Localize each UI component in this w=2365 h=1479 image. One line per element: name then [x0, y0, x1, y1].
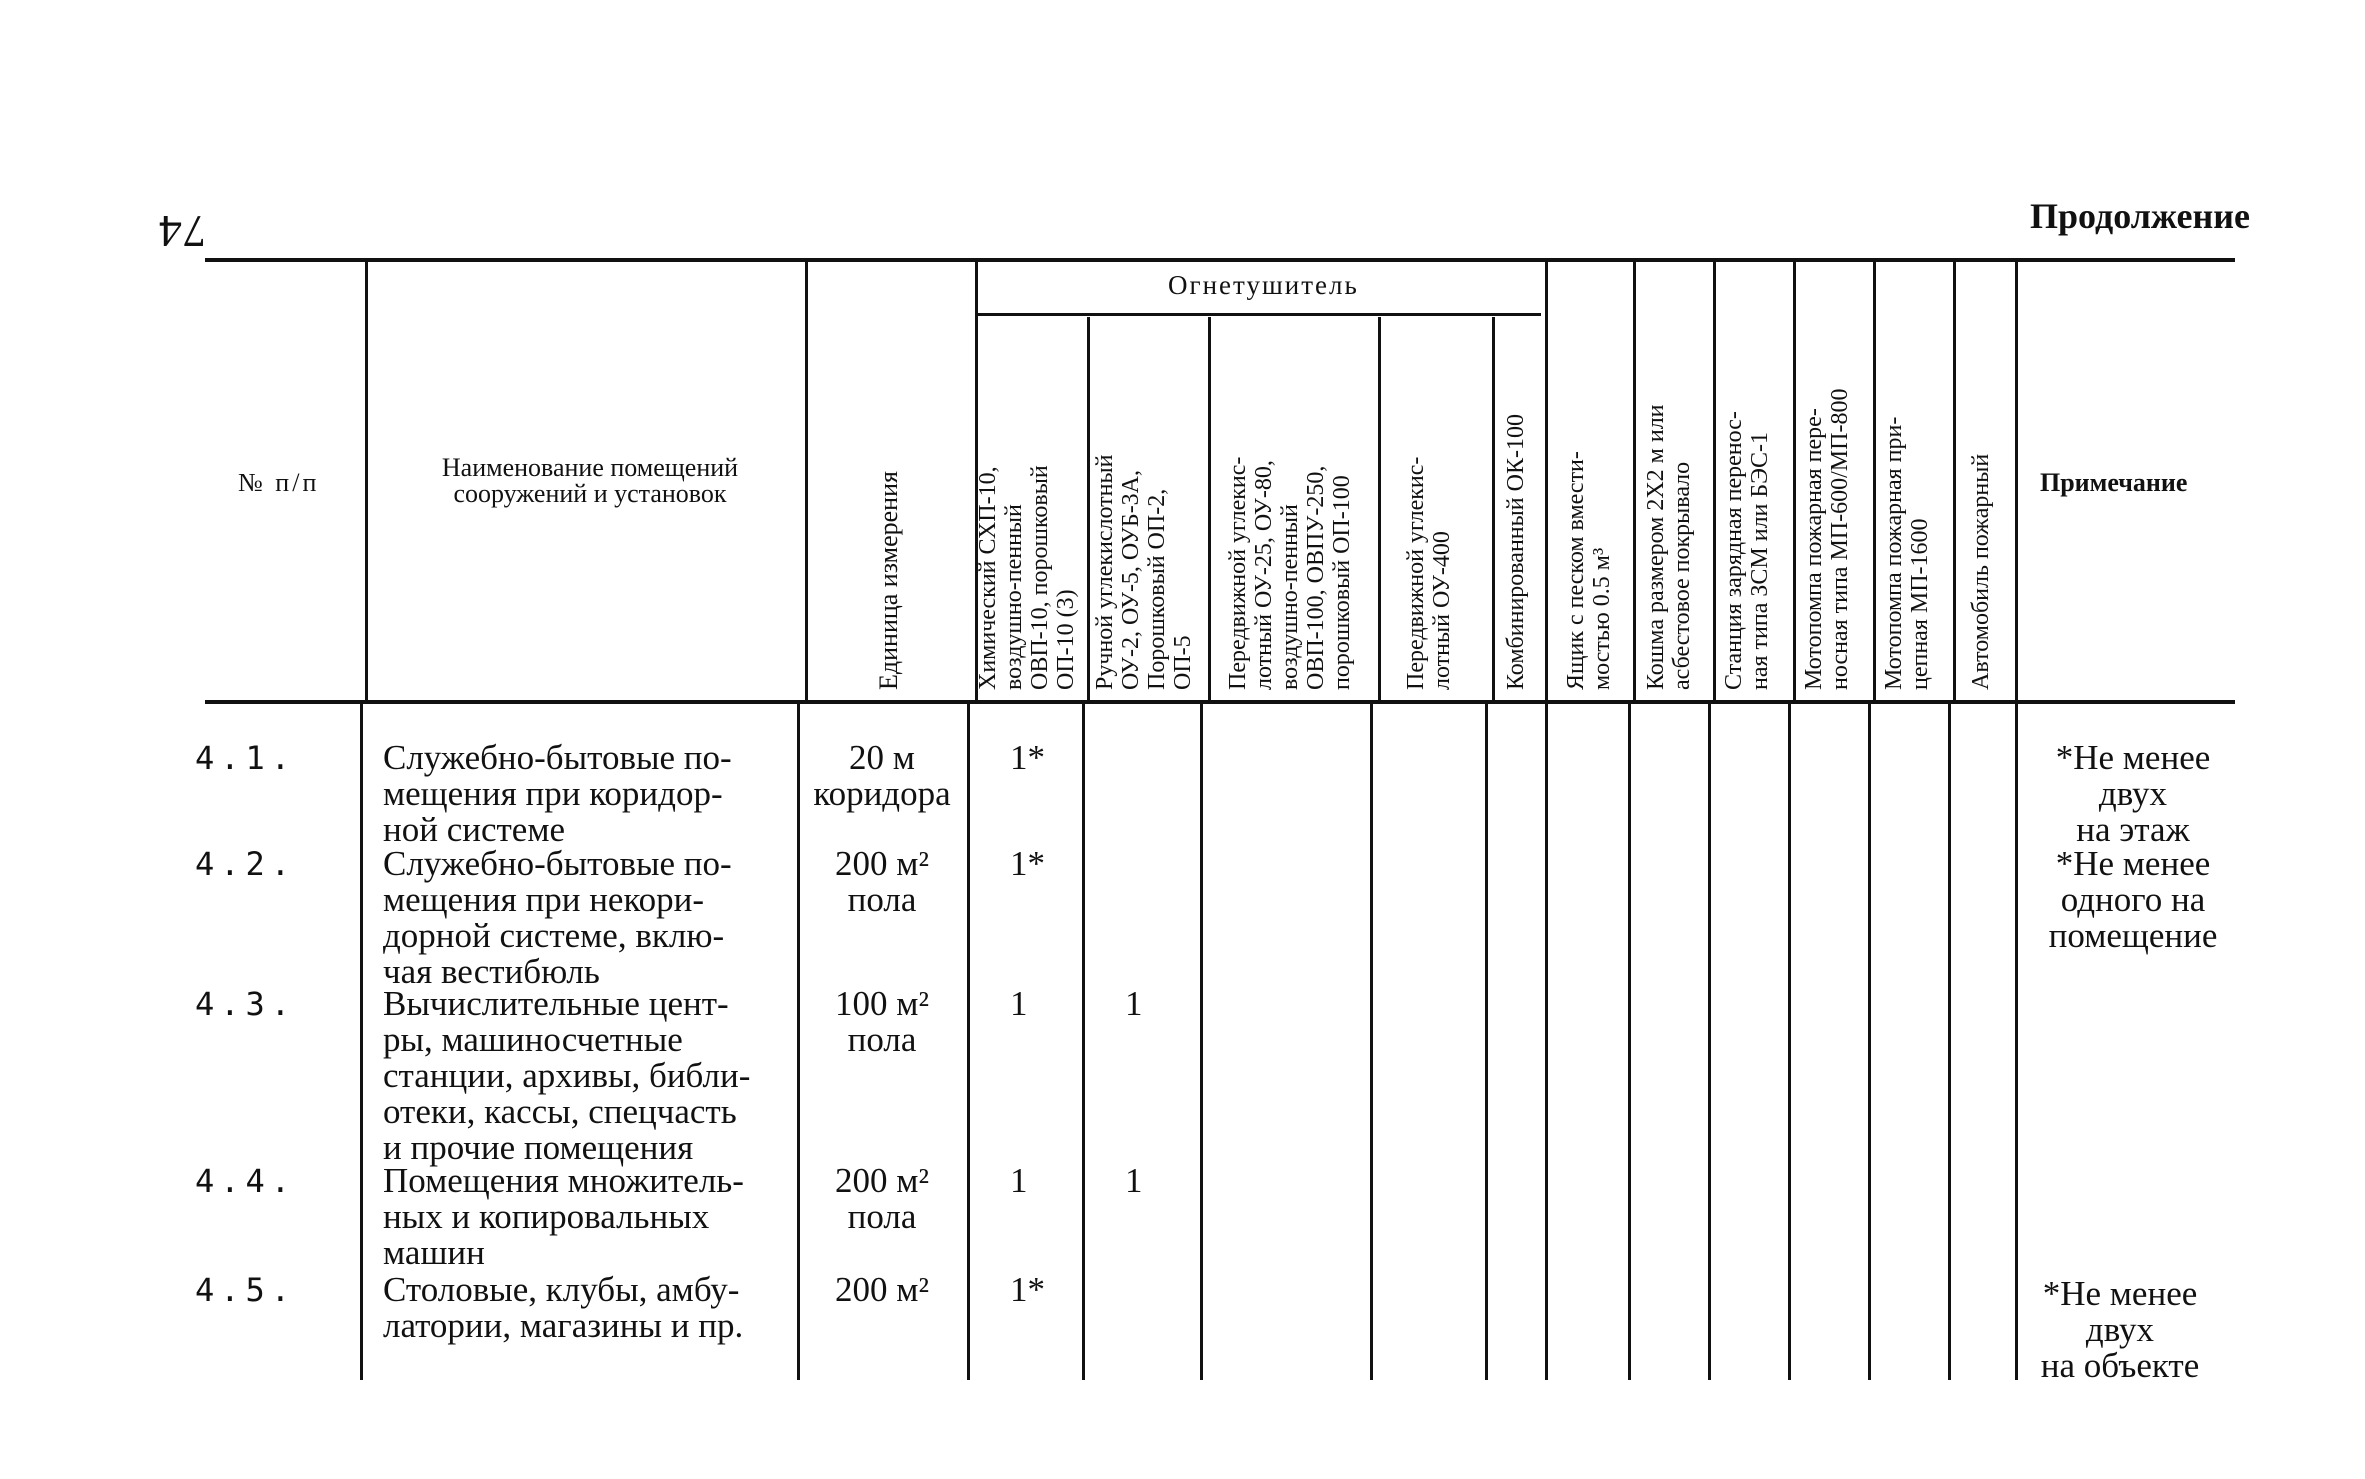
header-trailer-pump: Мотопомпа пожарная при- цепная МП-1600: [1881, 416, 1933, 690]
row-unit: 200 м² пола: [835, 844, 929, 919]
header-fire-truck: Автомобиль пожарный: [1968, 453, 1994, 690]
header-ext-col-3: Передвижной углекис- лотный ОУ-25, ОУ-80, воздушно-пенный ОВП-100, ОВПУ-250, порошковый ОП-100: [1225, 456, 1355, 690]
table-top-rule: [205, 258, 2235, 262]
row-number: 4.4.: [195, 1162, 297, 1200]
col-divider: [1713, 262, 1716, 700]
header-sand-box: Ящик с песком вмести- мостью 0.5 м³: [1563, 451, 1615, 690]
col-divider: [1633, 262, 1636, 700]
col-divider: [1953, 262, 1956, 700]
col-divider: [1485, 704, 1488, 1380]
col-divider: [1873, 262, 1876, 700]
continuation-label: Продолжение: [2030, 196, 2250, 236]
row-note: *Не менее двух на этаж: [2055, 738, 2211, 849]
col-divider: [365, 262, 368, 700]
row-name: Служебно-бытовые по- мещения при некори- дорной системе, вклю- чая вестибюль: [383, 844, 732, 991]
header-fire-blanket: Кошма размером 2Х2 м или асбестовое покрывало: [1643, 404, 1695, 690]
col-divider: [1087, 317, 1090, 700]
col-divider: [1378, 317, 1381, 700]
header-charging-station: Станция зарядная перенос- ная типа ЗСМ или БЭС-1: [1721, 411, 1773, 690]
row-note: *Не менее одного на помещение: [2048, 844, 2218, 955]
row-name: Помещения множитель- ных и копировальных машин: [383, 1161, 744, 1272]
col-divider: [1948, 704, 1951, 1380]
header-name: Наименование помещений сооружений и установок: [441, 453, 739, 508]
row-number: 4.3.: [195, 985, 297, 1023]
col-divider: [967, 704, 970, 1380]
row-ext-col-1-value: 1: [1010, 984, 1028, 1023]
col-divider: [1200, 704, 1203, 1380]
header-ext-col-4: Передвижной углекис- лотный ОУ-400: [1403, 456, 1455, 690]
extinguisher-group-rule: [978, 313, 1541, 316]
col-divider: [805, 262, 808, 700]
col-divider: [1492, 317, 1495, 700]
page-number: 74: [158, 206, 206, 257]
header-unit: Единица измерения: [874, 471, 903, 690]
header-portable-pump: Мотопомпа пожарная пере- носная типа МП-600/МП-800: [1801, 388, 1853, 690]
row-name: Вычислительные цент- ры, машиносчетные станции, архивы, библи- отеки, кассы, спецчасть и прочие помещения: [383, 984, 751, 1167]
row-ext-col-1-value: 1: [1010, 1161, 1028, 1200]
row-ext-col-1-value: 1*: [1010, 738, 1045, 777]
row-ext-col-2-value: 1: [1125, 1161, 1143, 1200]
col-divider: [360, 704, 363, 1380]
header-extinguisher-group: Огнетушитель: [1168, 270, 1359, 300]
row-name: Столовые, клубы, амбу- латории, магазины и пр.: [383, 1270, 744, 1345]
row-number: 4.2.: [195, 845, 297, 883]
col-divider: [1708, 704, 1711, 1380]
row-unit: 200 м²: [835, 1270, 929, 1309]
row-note: *Не менее двух на объекте: [2040, 1274, 2200, 1385]
header-ext-col-1: Химический СХП-10, воздушно-пенный ОВП-10, порошковый ОП-10 (3): [975, 465, 1079, 690]
col-divider: [2015, 262, 2018, 700]
row-number: 4.5.: [195, 1271, 297, 1309]
row-name: Служебно-бытовые по- мещения при коридор- ной системе: [383, 738, 732, 849]
row-ext-col-2-value: 1: [1125, 984, 1143, 1023]
col-divider: [1628, 704, 1631, 1380]
col-divider: [1082, 704, 1085, 1380]
header-ext-col-5: Комбинированный ОК-100: [1503, 414, 1529, 690]
col-divider: [1545, 262, 1548, 700]
row-unit: 20 м коридора: [813, 738, 951, 813]
row-number: 4.1.: [195, 739, 297, 777]
header-bottom-rule: [205, 700, 2235, 704]
header-ext-col-2: Ручной углекислотный ОУ-2, ОУ-5, ОУБ-3А, Порошковый ОП-2, ОП-5: [1092, 454, 1196, 690]
col-divider: [797, 704, 800, 1380]
row-ext-col-1-value: 1*: [1010, 1270, 1045, 1309]
col-divider: [1208, 317, 1211, 700]
col-divider: [1788, 704, 1791, 1380]
col-divider: [1793, 262, 1796, 700]
header-note: Примечание: [2040, 468, 2188, 497]
col-divider: [1868, 704, 1871, 1380]
row-unit: 200 м² пола: [835, 1161, 929, 1236]
row-ext-col-1-value: 1*: [1010, 844, 1045, 883]
header-num: № п/п: [238, 468, 320, 497]
col-divider: [1545, 704, 1548, 1380]
col-divider: [1370, 704, 1373, 1380]
row-unit: 100 м² пола: [835, 984, 929, 1059]
